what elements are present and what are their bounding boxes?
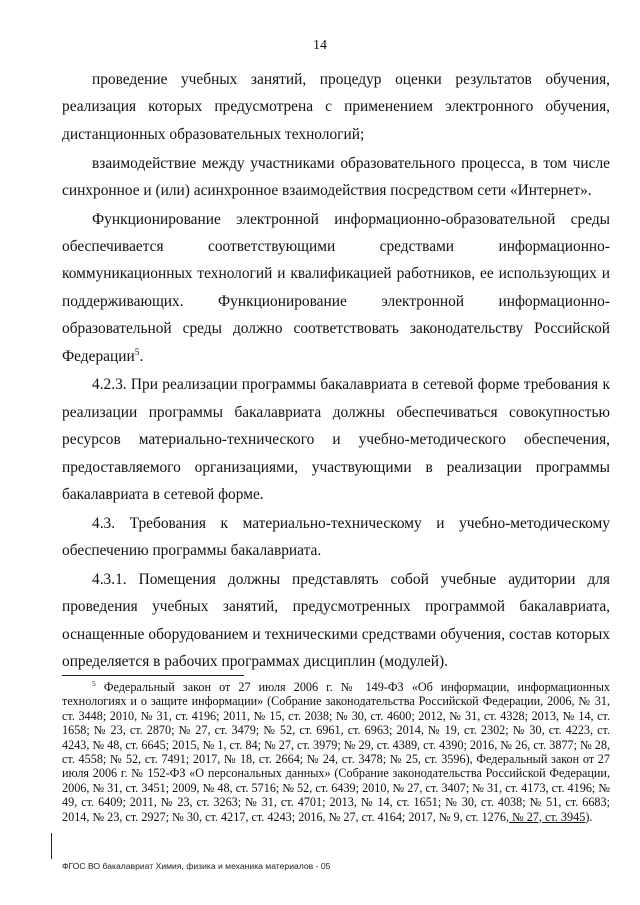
footnote-5 [62,680,610,824]
paragraph-4-2-3: 4.2.3. При реализации программы бакалавриата в сетевой форме требования к реализации программы бакалавриата должны обеспечиваться совокупностью ресурсов материально-технического и учебно-методического обеспечения, предоставляемого организациями, участвующими в реализации программы бакалавриата в сетевой форме. [62,376,610,503]
paragraph-3 [62,206,610,370]
paragraph-4-3-1: 4.3.1. Помещения должны представлять собой учебные аудитории для проведения учебных занятий, предусмотренных программой бакалавриата, оснащенные оборудованием и техническими средствами обучения, состав которых определяется в рабочих программах дисциплин (модулей). [62,570,610,671]
margin-revision-mark [51,833,52,859]
footnote-underlined-tail: , № 27, ст. 3945 [505,809,586,824]
footnote-closing: ). [585,809,593,824]
page-number: 14 [313,38,327,53]
footnote-text: Федеральный закон от 27 июля 2006 г. № 149-ФЗ «Об информации, информационных технологиях и о защите информации» (Собрание законодательства Российской Федерации, 2006, № 31, ст. 3448; 2010, № 31, ст. 4196; 2011, № 15, ст. 2038; № 30, ст. 4600; 2012, № 31, ст. 4328; 2013, № 14, ст. 1658; № 23, ст. 2870; № 27, ст. 3479; № 52, ст. 6961, ст. 6963; 2014, № 19, ст. 2302; № 30, ст. 4223, ст. 4243, № 48, ст. 6645; 2015, № 1, ст. 84; № 27, ст. 3979; № 29, ст. 4389, ст. 4390; 2016, № 26, ст. 3877; № 28, ст. 4558; № 52, ст. 7491; 2017, № 18, ст. 2664; № 24, ст. 3478; № 25, ст. 3596), Федеральный закон от 27 июля 2006 г. № 152-ФЗ «О персональных данных» (Собрание законодательства Российской Федерации, 2006, № 31, ст. 3451; 2009, № 48, ст. 5716; № 52, ст. 6439; 2010, № 27, ст. 3407; № 31, ст. 4173, ст. 4196; № 49, ст. 6409; 2011, № 23, ст. 3263; № 31, ст. 4701; 2013, № 14, ст. 1651; № 30, ст. 4038; № 51, ст. 6683; 2014, № 23, ст. 2927; № 30, ст. 4217, ст. 4243; 2016, № 27, ст. 4164; 2017, № 9, ст. 1276 [62,680,610,824]
paragraph-2: взаимодействие между участниками образовательного процесса, в том числе синхронное и (или) асинхронное взаимодействия посредством сети «Интернет». [62,154,610,199]
paragraph-4-3: 4.3. Требования к материально-техническому и учебно-методическому обеспечению программы бакалавриата. [62,514,610,560]
paragraph-3-text: Функционирование электронной информационно-образовательной среды обеспечивается соответствующими средствами информационно-коммуникационных технологий и квалификацией работников, ее использующих и поддерживающих. Функционирование электронной информационно-образовательной среды должно соответствовать законодательству Российской Федерации [62,210,610,365]
footer-document-id: ФГОС ВО бакалавриат Химия, физика и механика материалов - 05 [62,861,331,871]
footnote-marker: 5 [92,678,96,688]
main-text [62,66,610,675]
footnote-separator [62,675,244,676]
footnote-reference: 5 [134,346,140,358]
paragraph-3-end: . [139,347,144,365]
paragraph-1: проведение учебных занятий, процедур оценки результатов обучения, реализация которых предусмотрена с применением электронного обучения, дистанционных образовательных технологий; [62,71,610,143]
